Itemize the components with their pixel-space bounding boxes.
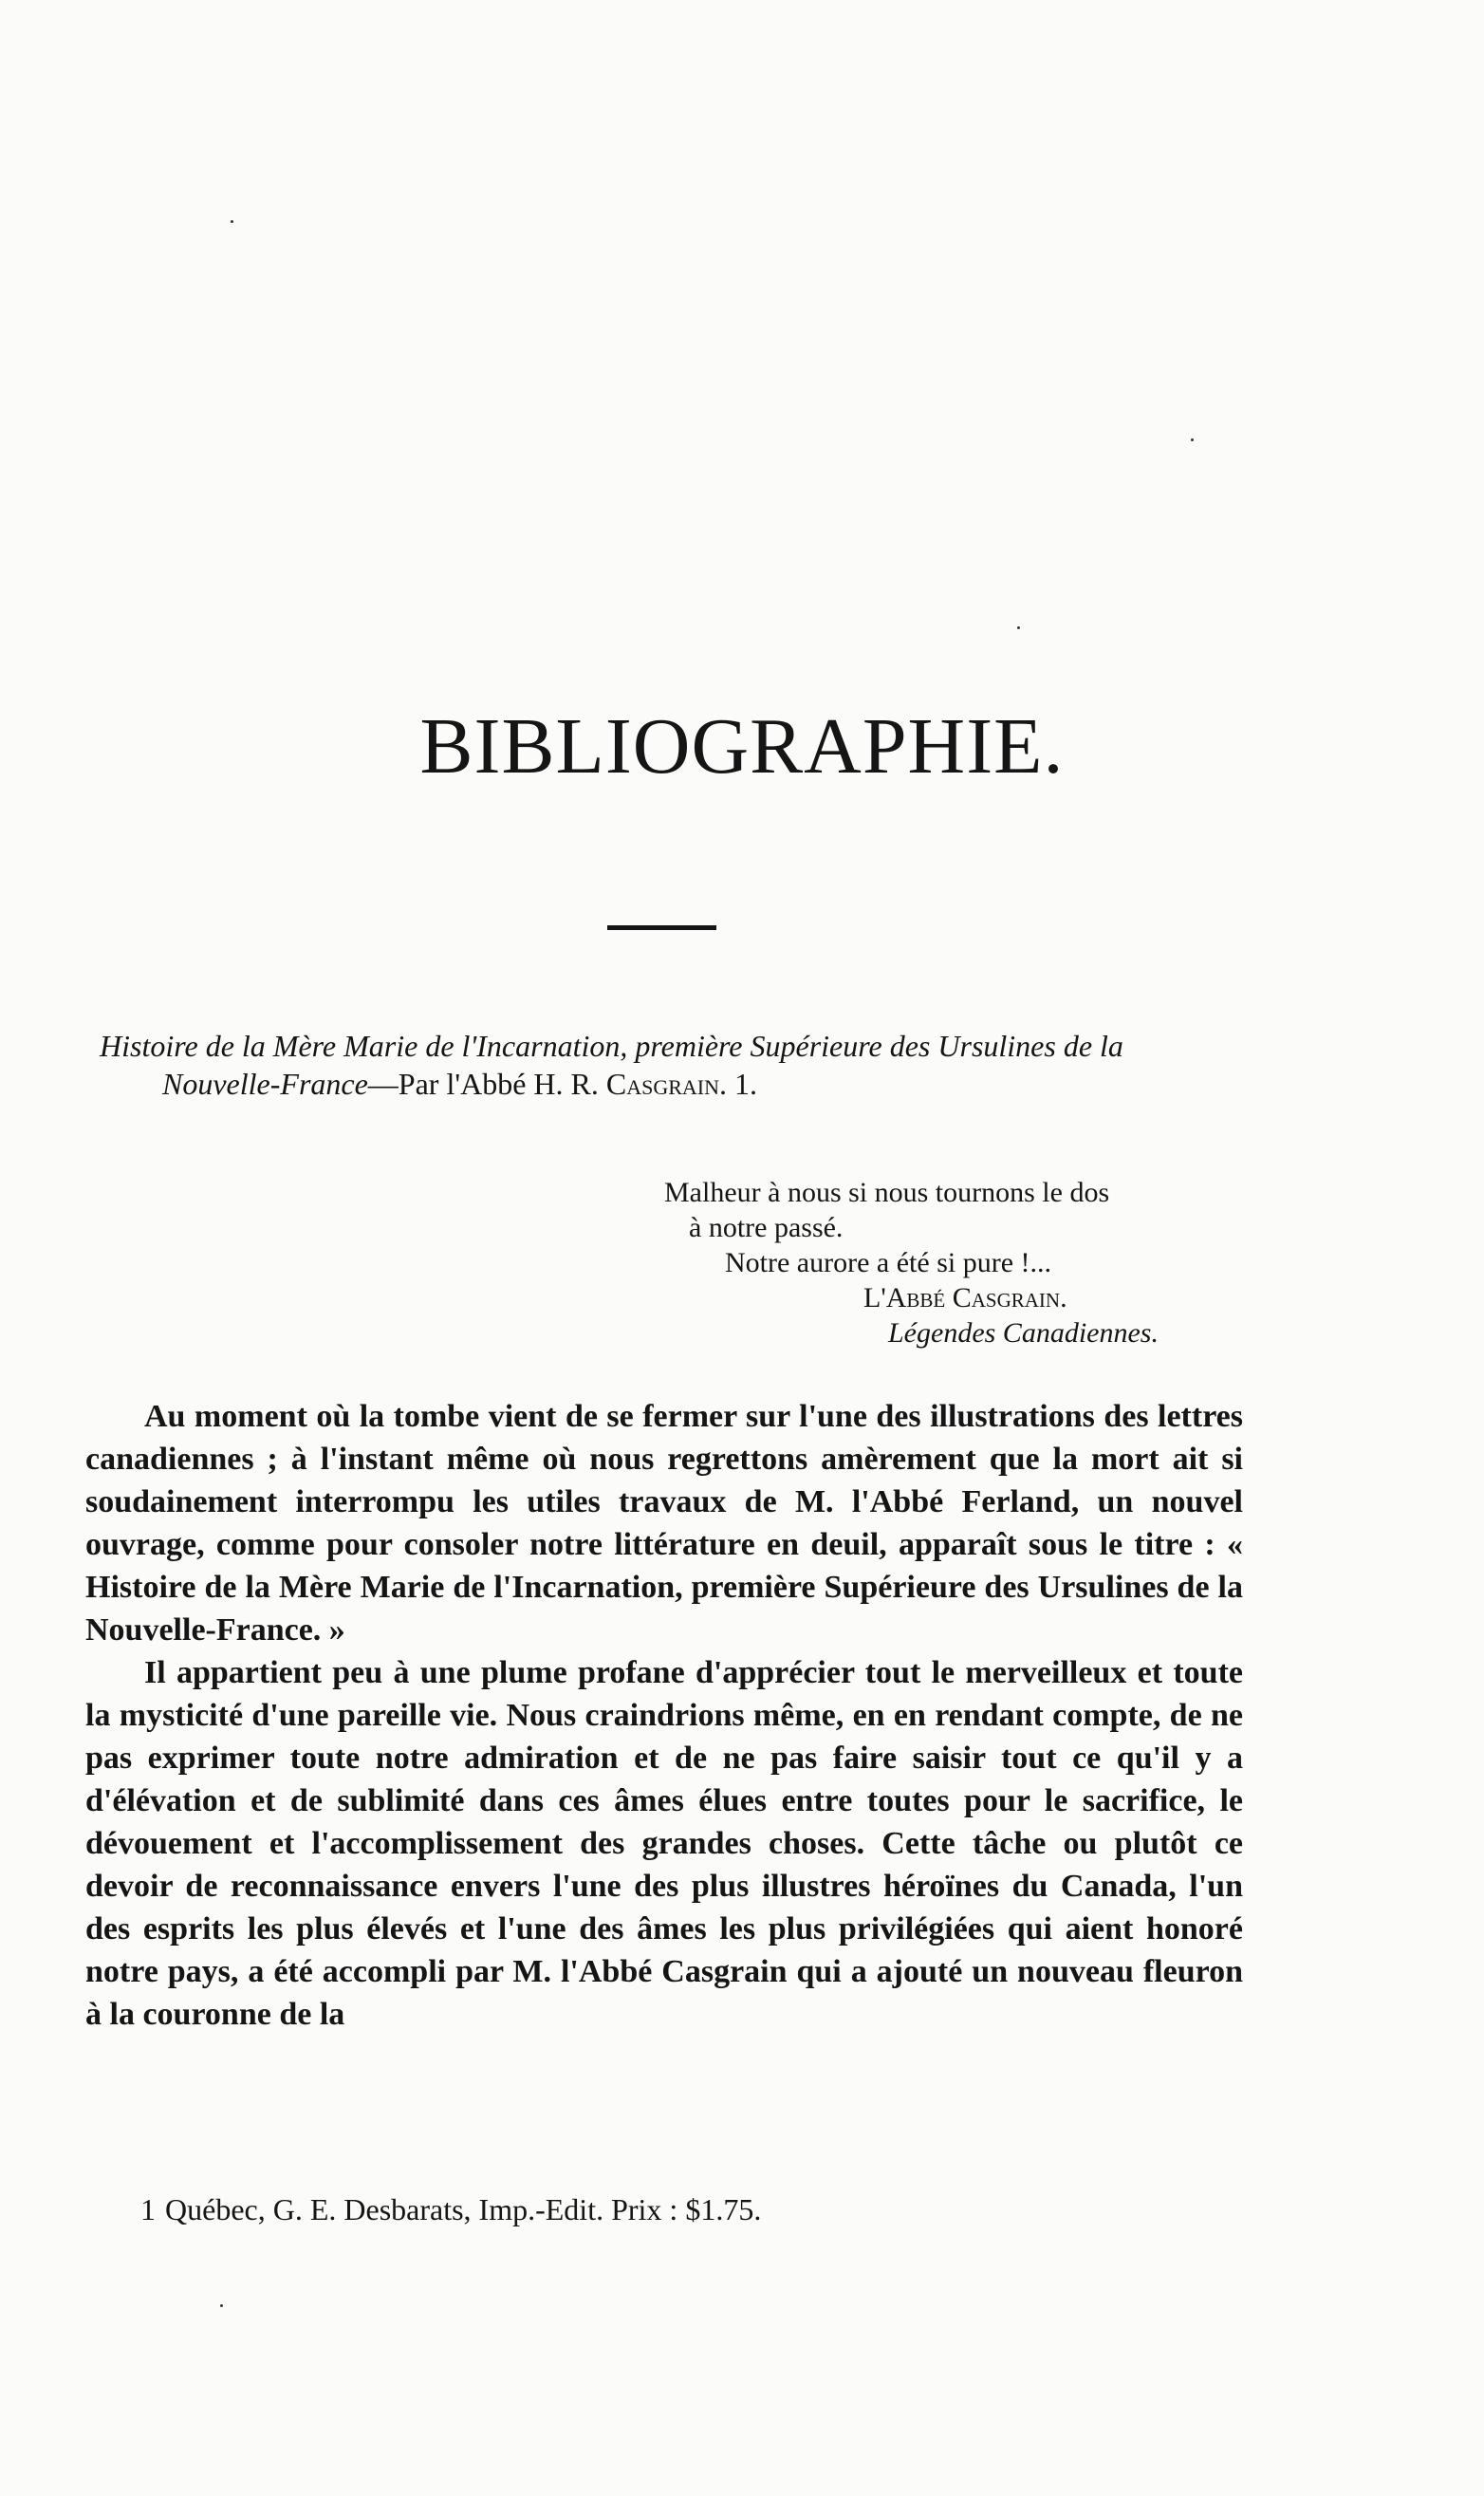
page-title: BIBLIOGRAPHIE. — [419, 702, 1065, 791]
note-reference: . 1. — [719, 1067, 758, 1101]
paragraph-1: Au moment où la tombe vient de se fermer sur l'une des illustrations des lettres canadiennes ; à l'instant même où nous regrettons amèrement que la mort ait si soudainement interrompu les utiles travaux de M. l'Abbé Ferland, un nouvel ouvrage, comme pour consoler notre littérature en deuil, apparaît sous le titre : « Histoire de la Mère Marie de l'Incarnation, première Supérieure des Ursulines de la Nouvelle-France. » — [85, 1399, 1243, 1648]
epigraph-line2: à notre passé. — [689, 1212, 844, 1243]
footnote-text: Québec, G. E. Desbarats, Imp.-Edit. Prix : $1.75. — [165, 2192, 762, 2226]
epigraph — [664, 1175, 1271, 1350]
ink-speck — [220, 2304, 223, 2307]
book-title-line2: Nouvelle-France — [162, 1067, 368, 1101]
ink-speck — [1191, 438, 1194, 441]
book-title-line2-wrapper — [100, 1065, 1248, 1103]
author-name: Casgrain — [605, 1067, 720, 1101]
epigraph-author: L'Abbé Casgrain. — [863, 1282, 1067, 1313]
epigraph-line1: Malheur à nous si nous tournons le dos — [664, 1177, 1110, 1208]
ink-speck — [1017, 626, 1020, 629]
book-title-line1: Histoire de la Mère Marie de l'Incarnation, première Supérieure des Ursulines de la — [100, 1029, 1123, 1063]
title-divider — [607, 925, 716, 930]
epigraph-source: Légendes Canadiennes. — [888, 1317, 1159, 1349]
body-text — [85, 1395, 1243, 2036]
ink-speck — [231, 220, 233, 223]
bibliographic-entry — [100, 1027, 1248, 1103]
footnote-number: 1 — [140, 2192, 156, 2226]
by-prefix: —Par l'Abbé H. R. — [367, 1067, 606, 1101]
footnote — [140, 2190, 761, 2228]
paragraph-2: Il appartient peu à une plume profane d'apprécier tout le merveilleux et toute la mysticité d'une pareille vie. Nous craindrions même, en en rendant compte, de ne pas exprimer toute notre admiration et de ne pas faire saisir tout ce qu'il y a d'élévation et de sublimité dans ces âmes élues entre toutes pour le sacrifice, le dévouement et l'accomplissement des grandes choses. Cette tâche ou plutôt ce devoir de reconnaissance envers l'une des plus illustres héroïnes du Canada, l'un des esprits les plus élevés et l'une des âmes les plus privilégiées qui aient honoré notre pays, a été accompli par M. l'Abbé Casgrain qui a ajouté un nouveau fleuron à la couronne de la — [85, 1655, 1243, 2032]
epigraph-line3: Notre aurore a été si pure !... — [725, 1247, 1052, 1278]
